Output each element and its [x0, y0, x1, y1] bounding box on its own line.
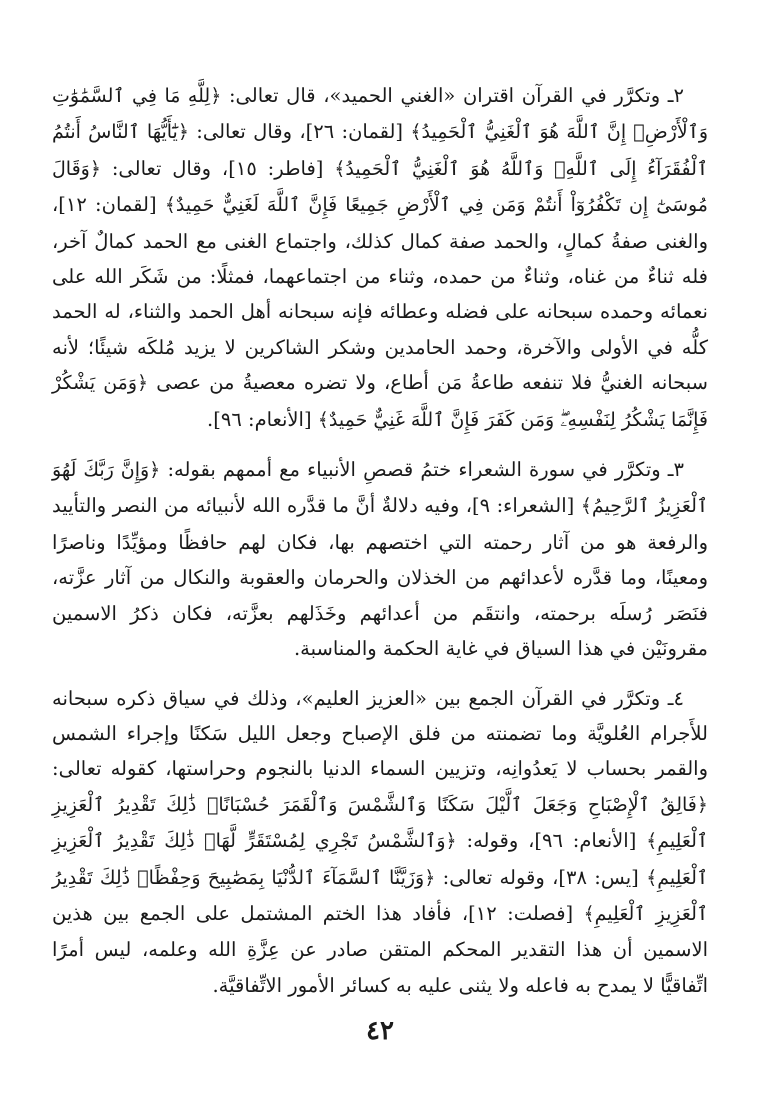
text-span: [لقمان: ٢٦]، وقال تعالى: — [188, 120, 411, 144]
text-span: ٢ـ وتكرَّر في القرآن اقتران «الغني الحميد»، قال تعالى: — [221, 84, 684, 107]
quran-verse: ﴿يَٰٓأَيُّهَا ٱلنَّاسُ أَنتُمُ ٱلْفُقَرَآءُ إِلَى ٱللَّهِۖ وَٱللَّهُ هُوَ ٱلْغَنِيُّ ٱلْحَمِيدُ﴾ — [52, 121, 709, 180]
quran-verse: ﴿وَقَالَ مُوسَىٰٓ إِن تَكْفُرُوٓاْ أَنتُمْ وَمَن فِي ٱلْأَرْضِ جَمِيعًا فَإِنَّ ٱللَّهَ لَغَنِيٌّ حَمِيدٌ﴾ — [52, 157, 708, 217]
page-body — [52, 78, 708, 1017]
text-span: [فاطر: ١٥]، وقال تعالى: — [100, 156, 335, 180]
quran-verse: ﴿وَزَيَّنَّا ٱلسَّمَآءَ ٱلدُّنْيَا بِمَصَٰبِيحَ وَحِفْظًاۚ ذَٰلِكَ تَقْدِيرُ ٱلْعَزِيزِ ٱلْعَلِيمِ﴾ — [52, 866, 708, 925]
quran-verse: ﴿وَمَن يَشْكُرْ فَإِنَّمَا يَشْكُرُ لِنَفْسِهِۦۖ وَمَن كَفَرَ فَإِنَّ ٱللَّهَ غَنِيٌّ حَمِيدٌ﴾ — [52, 372, 708, 431]
page-number: ٤٢ — [366, 1016, 394, 1046]
quran-verse: ﴿وَإِنَّ رَبَّكَ لَهُوَ ٱلْعَزِيزُ ٱلرَّحِيمُ﴾ — [52, 459, 709, 518]
paragraph-4 — [52, 681, 708, 1004]
text-span: [يس: ٣٨]، وقوله تعالى: — [435, 865, 647, 889]
quran-verse: ﴿وَٱلشَّمْسُ تَجْرِي لِمُسْتَقَرٍّ لَّهَاۚ ذَٰلِكَ تَقْدِيرُ ٱلْعَزِيزِ ٱلْعَلِيمِ﴾ — [52, 830, 708, 889]
text-span: [لقمان: ١٢]، والغنى صفةُ كمالٍ، والحمد صفة كمال كذلك، واجتماع الغنى مع الحمد كمالٌ آخر، فله ثناءٌ من غناه، وثناءٌ من حمده، وثناء من اجتماعهما، فمثلًا: من شَكَر الله على نعمائه وحمده سبحانه على فضله وعطائه فإنه سبحانه أهل الحمد والثناء، له الحمد كلُّه في الأولى والآخرة، وحمد الحامدين وشكر الشاكرين لا يزيد مُلكَه شيئًا؛ لأنه سبحانه الغنيُّ فلا تنفعه طاعةُ مَن أطاع، ولا تضره معصيةُ من عصى — [52, 193, 708, 395]
text-span: [الشعراء: ٩]، وفيه دلالةٌ أنَّ ما قدَّره الله لأنبيائه من النصر والتأييد والرفعة هو من آثار رحمته التي اختصهم بها، فكان لهم حافظًا ومؤيِّدًا وناصرًا ومعينًا، وما قدَّره لأعدائهم من الخذلان والحرمان والعقوبة والنكال من آثار عزَّته، فنَصَر رُسلَه برحمته، وانتقَم من أعدائهم وخَذَلهم بعزَّته، فكان ذكرُ الاسمين مقرونَيْن في هذا السياق في غاية الحكمة والمناسبة. — [52, 494, 708, 661]
paragraph-3 — [52, 452, 708, 666]
text-span: [الأنعام: ٩٦]. — [207, 407, 318, 431]
text-span: ٣ـ وتكرَّر في سورة الشعراء ختمُ قصصِ الأنبياء مع أممهم بقوله: — [160, 458, 684, 482]
quran-verse: ﴿لِلَّهِ مَا فِي ٱلسَّمَٰوَٰتِ وَٱلْأَرْضِۚ إِنَّ ٱللَّهَ هُوَ ٱلْغَنِيُّ ٱلْحَمِيدُ﴾ — [52, 85, 709, 144]
paragraph-2 — [52, 78, 708, 438]
text-span: ٤ـ وتكرَّر في القرآن الجمع بين «العزيز العليم»، وذلك في سياق ذكره سبحانه للأَجرام العُلويَّة وما تضمنته من فلق الإصباح وجعل الليل سَكنًا وإجراء الشمس والقمر بحساب لا يَعدُوانِه، وتزيين السماء الدنيا بالنجوم وحراستها، كقوله تعالى: — [52, 686, 708, 781]
text-span: [فصلت: ١٢]، فأفاد هذا الختم المشتمل على الجمع بين هذين الاسمين أن هذا التقدير المحكم المتقن صادر عن عِزَّةِ الله وعلمه، ليس أمرًا اتِّفاقيًّا لا يمدح به فاعله ولا يثنى عليه به كسائر الأمور الاتِّفاقيَّة. — [52, 901, 708, 997]
quran-verse: ﴿فَالِقُ ٱلْإِصْبَاحِ وَجَعَلَ ٱلَّيْلَ سَكَنًا وَٱلشَّمْسَ وَٱلْقَمَرَ حُسْبَانًاۚ ذَٰلِكَ تَقْدِيرُ ٱلْعَزِيزِ ٱلْعَلِيمِ﴾ — [52, 793, 709, 853]
text-span: [الأنعام: ٩٦]، وقوله: — [456, 829, 647, 853]
